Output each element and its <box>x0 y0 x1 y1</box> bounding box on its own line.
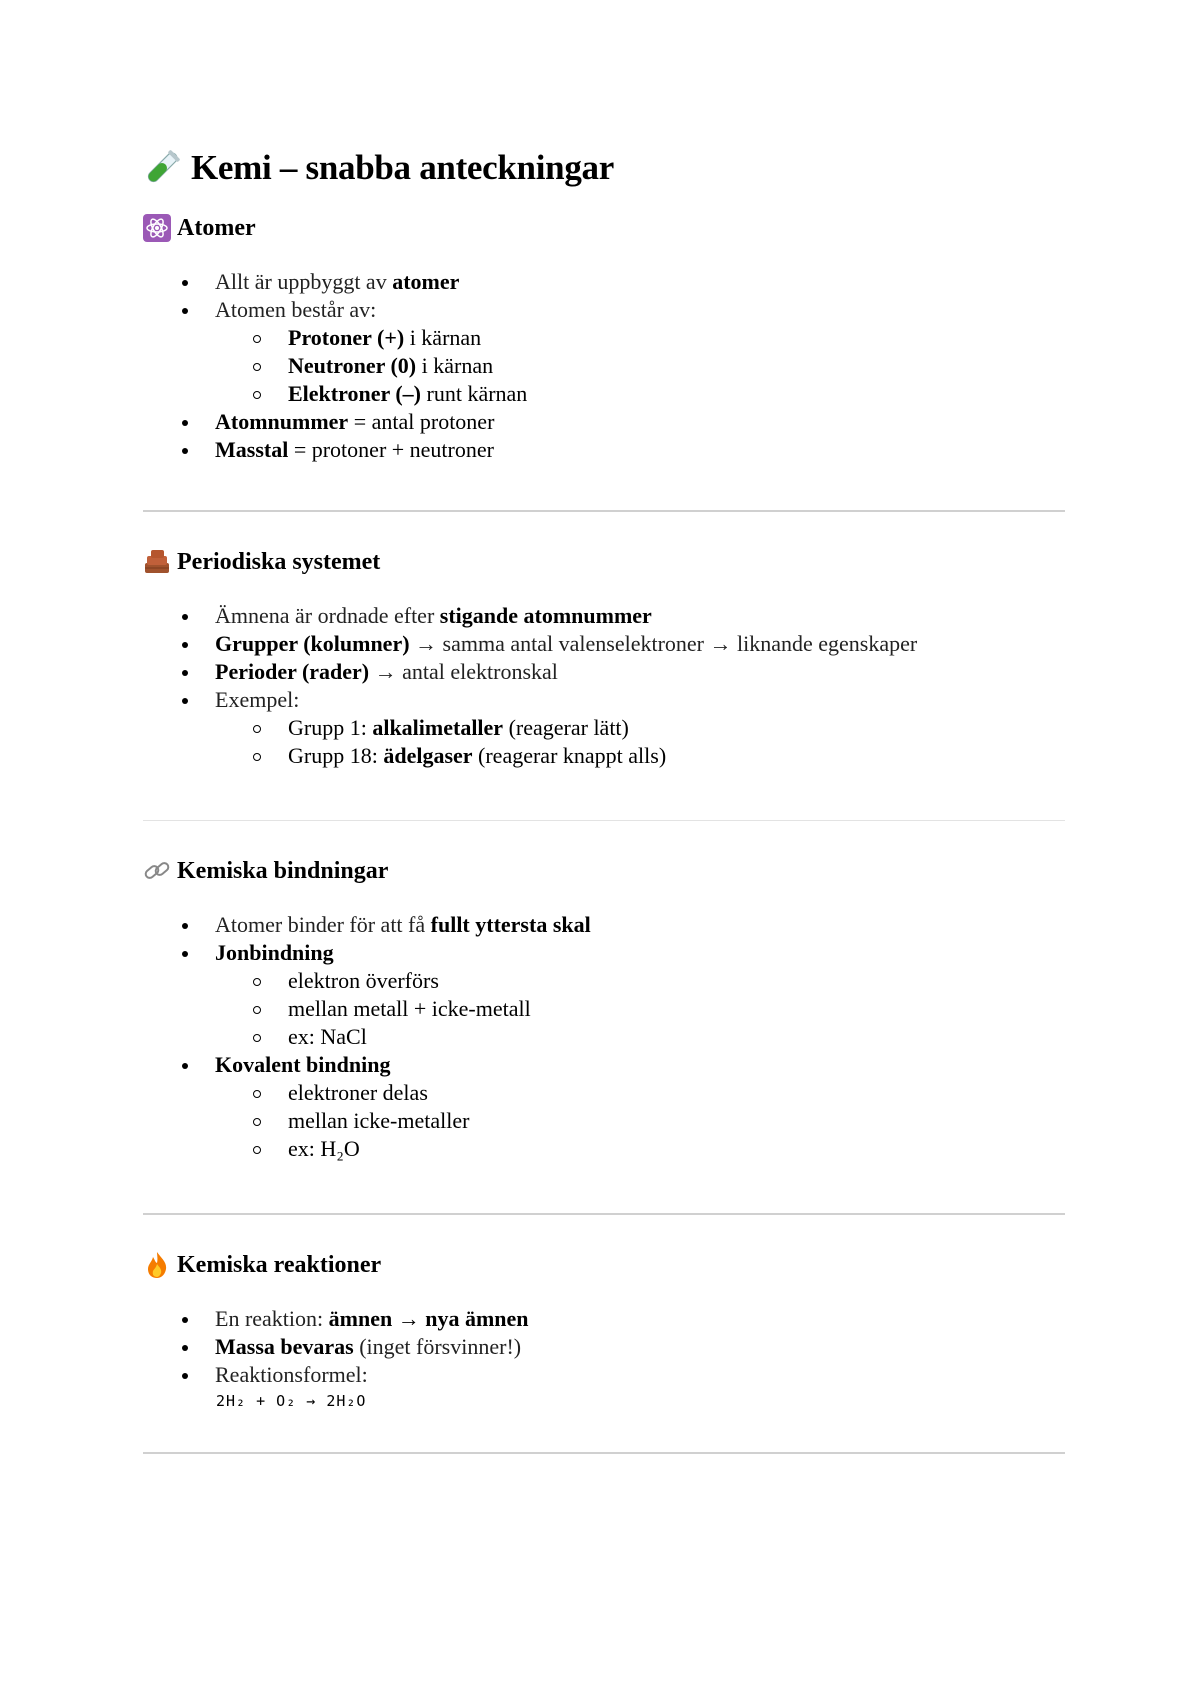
divider <box>143 1452 1065 1454</box>
periodiska-list <box>143 602 1065 770</box>
list-item: Ämnena är ordnade efter stigande atomnummer <box>143 602 1065 630</box>
section-title: Atomer <box>177 214 256 241</box>
reaktioner-list <box>143 1305 1065 1389</box>
list-item: elektron överförs <box>143 967 1065 995</box>
section-heading-reaktioner <box>143 1247 1065 1283</box>
list-item: Exempel: Grupp 1: alkalimetaller (reagerar lätt) Grupp 18: ädelgaser (reagerar knappt alls) <box>143 686 1065 770</box>
list-item: Masstal = protoner + neutroner <box>143 436 1065 464</box>
list-item: Neutroner (0) i kärnan <box>143 352 1065 380</box>
section-title: Kemiska bindningar <box>177 857 389 884</box>
list-item: Atomer binder för att få fullt yttersta skal <box>143 911 1065 939</box>
section-title: Kemiska reaktioner <box>177 1251 382 1278</box>
atom-parts-list <box>143 324 1065 408</box>
link-icon <box>143 857 171 885</box>
fire-icon <box>143 1251 171 1279</box>
list-item: ex: H₂O <box>143 1135 1065 1163</box>
section-title: Periodiska systemet <box>177 548 381 575</box>
list-item: mellan icke-metaller <box>143 1107 1065 1135</box>
test-tube-icon <box>143 149 181 187</box>
reaction-formula: 2H₂ + O₂ → 2H₂O <box>216 1392 367 1410</box>
atomer-list <box>143 268 1065 464</box>
list-item: Kovalent bindning elektroner delas mellan icke-metaller ex: H₂O <box>143 1051 1065 1163</box>
list-item: En reaktion: ämnen → nya ämnen <box>143 1305 1065 1333</box>
section-heading-bindningar <box>143 853 1065 889</box>
page-title: Kemi – snabba anteckningar <box>191 148 614 187</box>
list-item: Grupper (kolumner) → samma antal valenselektroner → liknande egenskaper <box>143 630 1065 658</box>
bricks-icon <box>143 548 171 576</box>
list-item: ex: NaCl <box>143 1023 1065 1051</box>
bindningar-list <box>143 911 1065 1163</box>
list-item: Jonbindning elektron överförs mellan metall + icke-metall ex: NaCl <box>143 939 1065 1051</box>
list-item: elektroner delas <box>143 1079 1065 1107</box>
list-item: Perioder (rader) → antal elektronskal <box>143 658 1065 686</box>
jonbindning-list <box>143 967 1065 1051</box>
list-item: Grupp 1: alkalimetaller (reagerar lätt) <box>143 714 1065 742</box>
list-item: Atomnummer = antal protoner <box>143 408 1065 436</box>
list-item: Protoner (+) i kärnan <box>143 324 1065 352</box>
list-item: Reaktionsformel: <box>143 1361 1065 1389</box>
list-item: Grupp 18: ädelgaser (reagerar knappt alls) <box>143 742 1065 770</box>
atom-icon <box>143 214 171 242</box>
list-item: Atomen består av: Protoner (+) i kärnan Neutroner (0) i kärnan Elektroner (–) runt kärnan <box>143 296 1065 408</box>
example-list <box>143 714 1065 770</box>
section-heading-periodiska <box>143 544 1065 580</box>
list-item: mellan metall + icke-metall <box>143 995 1065 1023</box>
list-item: Allt är uppbyggt av atomer <box>143 268 1065 296</box>
section-heading-atomer <box>143 210 1065 246</box>
document-page <box>143 138 1065 1454</box>
list-item: Elektroner (–) runt kärnan <box>143 380 1065 408</box>
list-item: Massa bevaras (inget försvinner!) <box>143 1333 1065 1361</box>
kovalent-list <box>143 1079 1065 1163</box>
title-row <box>143 138 1065 198</box>
